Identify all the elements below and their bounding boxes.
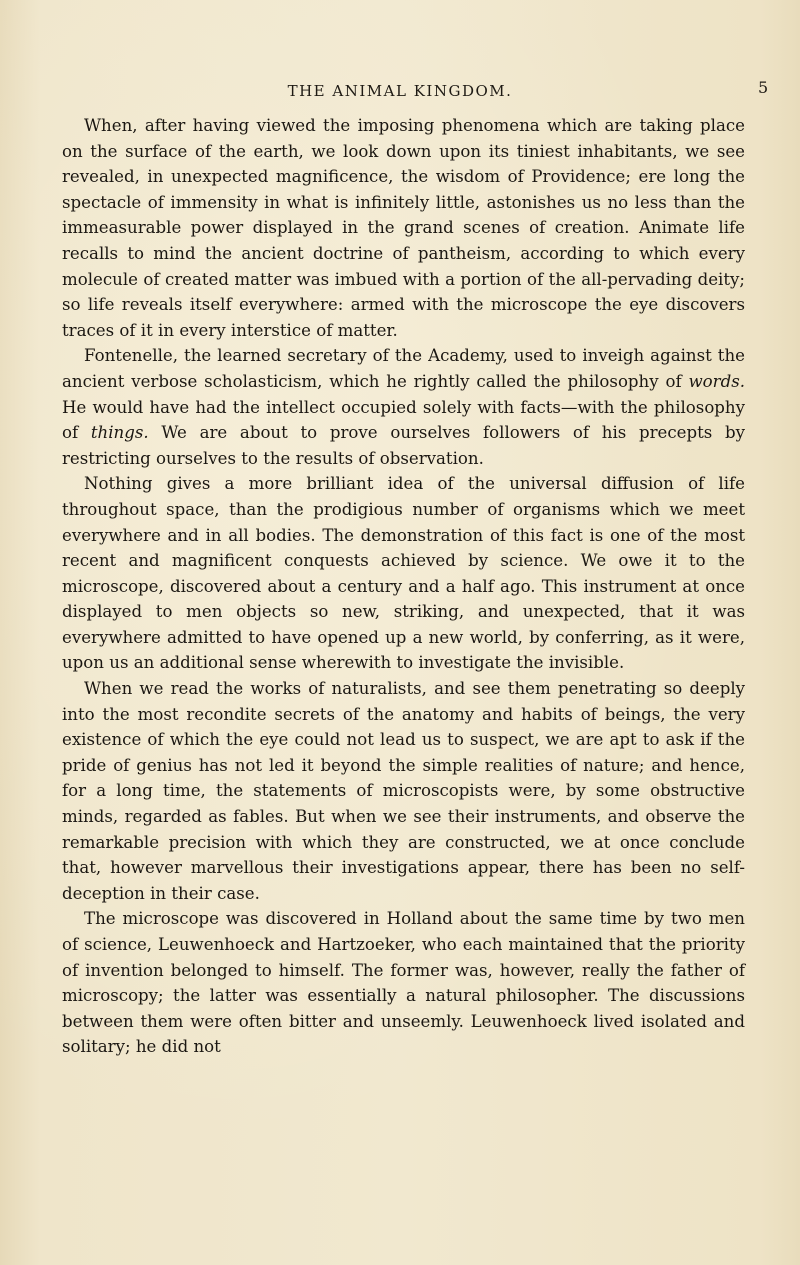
italic-things: things. xyxy=(90,423,149,443)
paragraph-2-part-3: We are about to prove ourselves followers of his precepts by restricting ourselves to the results of observation. xyxy=(62,423,745,468)
running-title: THE ANIMAL KINGDOM. xyxy=(287,82,513,100)
italic-words: words. xyxy=(688,371,745,391)
paragraph-4: When we read the works of naturalists, and see them penetrating so deeply into the most recondite secrets of the anatomy and habits of beings, the very existence of which the eye could not lead us to suspect, we are apt to ask if the pride of genius has not led it beyond the simple realities of nature; and hence, for a long time, the statements of microscopists were, by some obstructive minds, regarded as fables. But when we see their instruments, and observe the remarkable precision with which they are constructed, we at once conclude that, however marvellous their investigations appear, there has been no self-deception in their case. xyxy=(62,679,745,903)
paragraph-2 xyxy=(62,343,745,471)
paragraph-1: When, after having viewed the imposing phenomena which are taking place on the surface of the earth, we look down upon its tiniest inhabitants, we see revealed, in unexpected magnificence, the wisdom of Providence; ere long the spectacle of immensity in what is infinitely little, astonishes us no less than the immeasurable power displayed in the grand scenes of creation. Animate life recalls to mind the ancient doctrine of pantheism, according to which every molecule of created matter was imbued with a portion of the all-pervading deity; so life reveals itself everywhere: armed with the microscope the eye discovers traces of it in every interstice of matter. xyxy=(62,116,745,340)
body-text xyxy=(62,113,745,1060)
page-number: 5 xyxy=(758,78,769,97)
paragraph-2-part-1: Fontenelle, the learned secretary of the Academy, used to inveigh against the ancient verbose scholasticism, which he rightly called the philosophy of xyxy=(62,346,745,391)
paragraph-5: The microscope was discovered in Holland about the same time by two men of science, Leuwenhoeck and Hartzoeker, who each maintained that the priority of invention belonged to himself. The former was, however, really the father of microscopy; the latter was essentially a natural philosopher. The discussions between them were often bitter and unseemly. Leuwenhoeck lived isolated and solitary; he did not xyxy=(62,909,745,1057)
paragraph-3: Nothing gives a more brilliant idea of the universal diffusion of life throughout space, than the prodigious number of organisms which we meet everywhere and in all bodies. The demonstration of this fact is one of the most recent and magnificent conquests achieved by science. We owe it to the microscope, discovered about a century and a half ago. This instrument at once displayed to men objects so new, striking, and unexpected, that it was everywhere admitted to have opened up a new world, by conferring, as it were, upon us an additional sense wherewith to investigate the invisible. xyxy=(62,474,745,673)
paragraph-2-part-2: He would have had the intellect occupied solely with facts—with the philosophy of xyxy=(62,397,745,443)
